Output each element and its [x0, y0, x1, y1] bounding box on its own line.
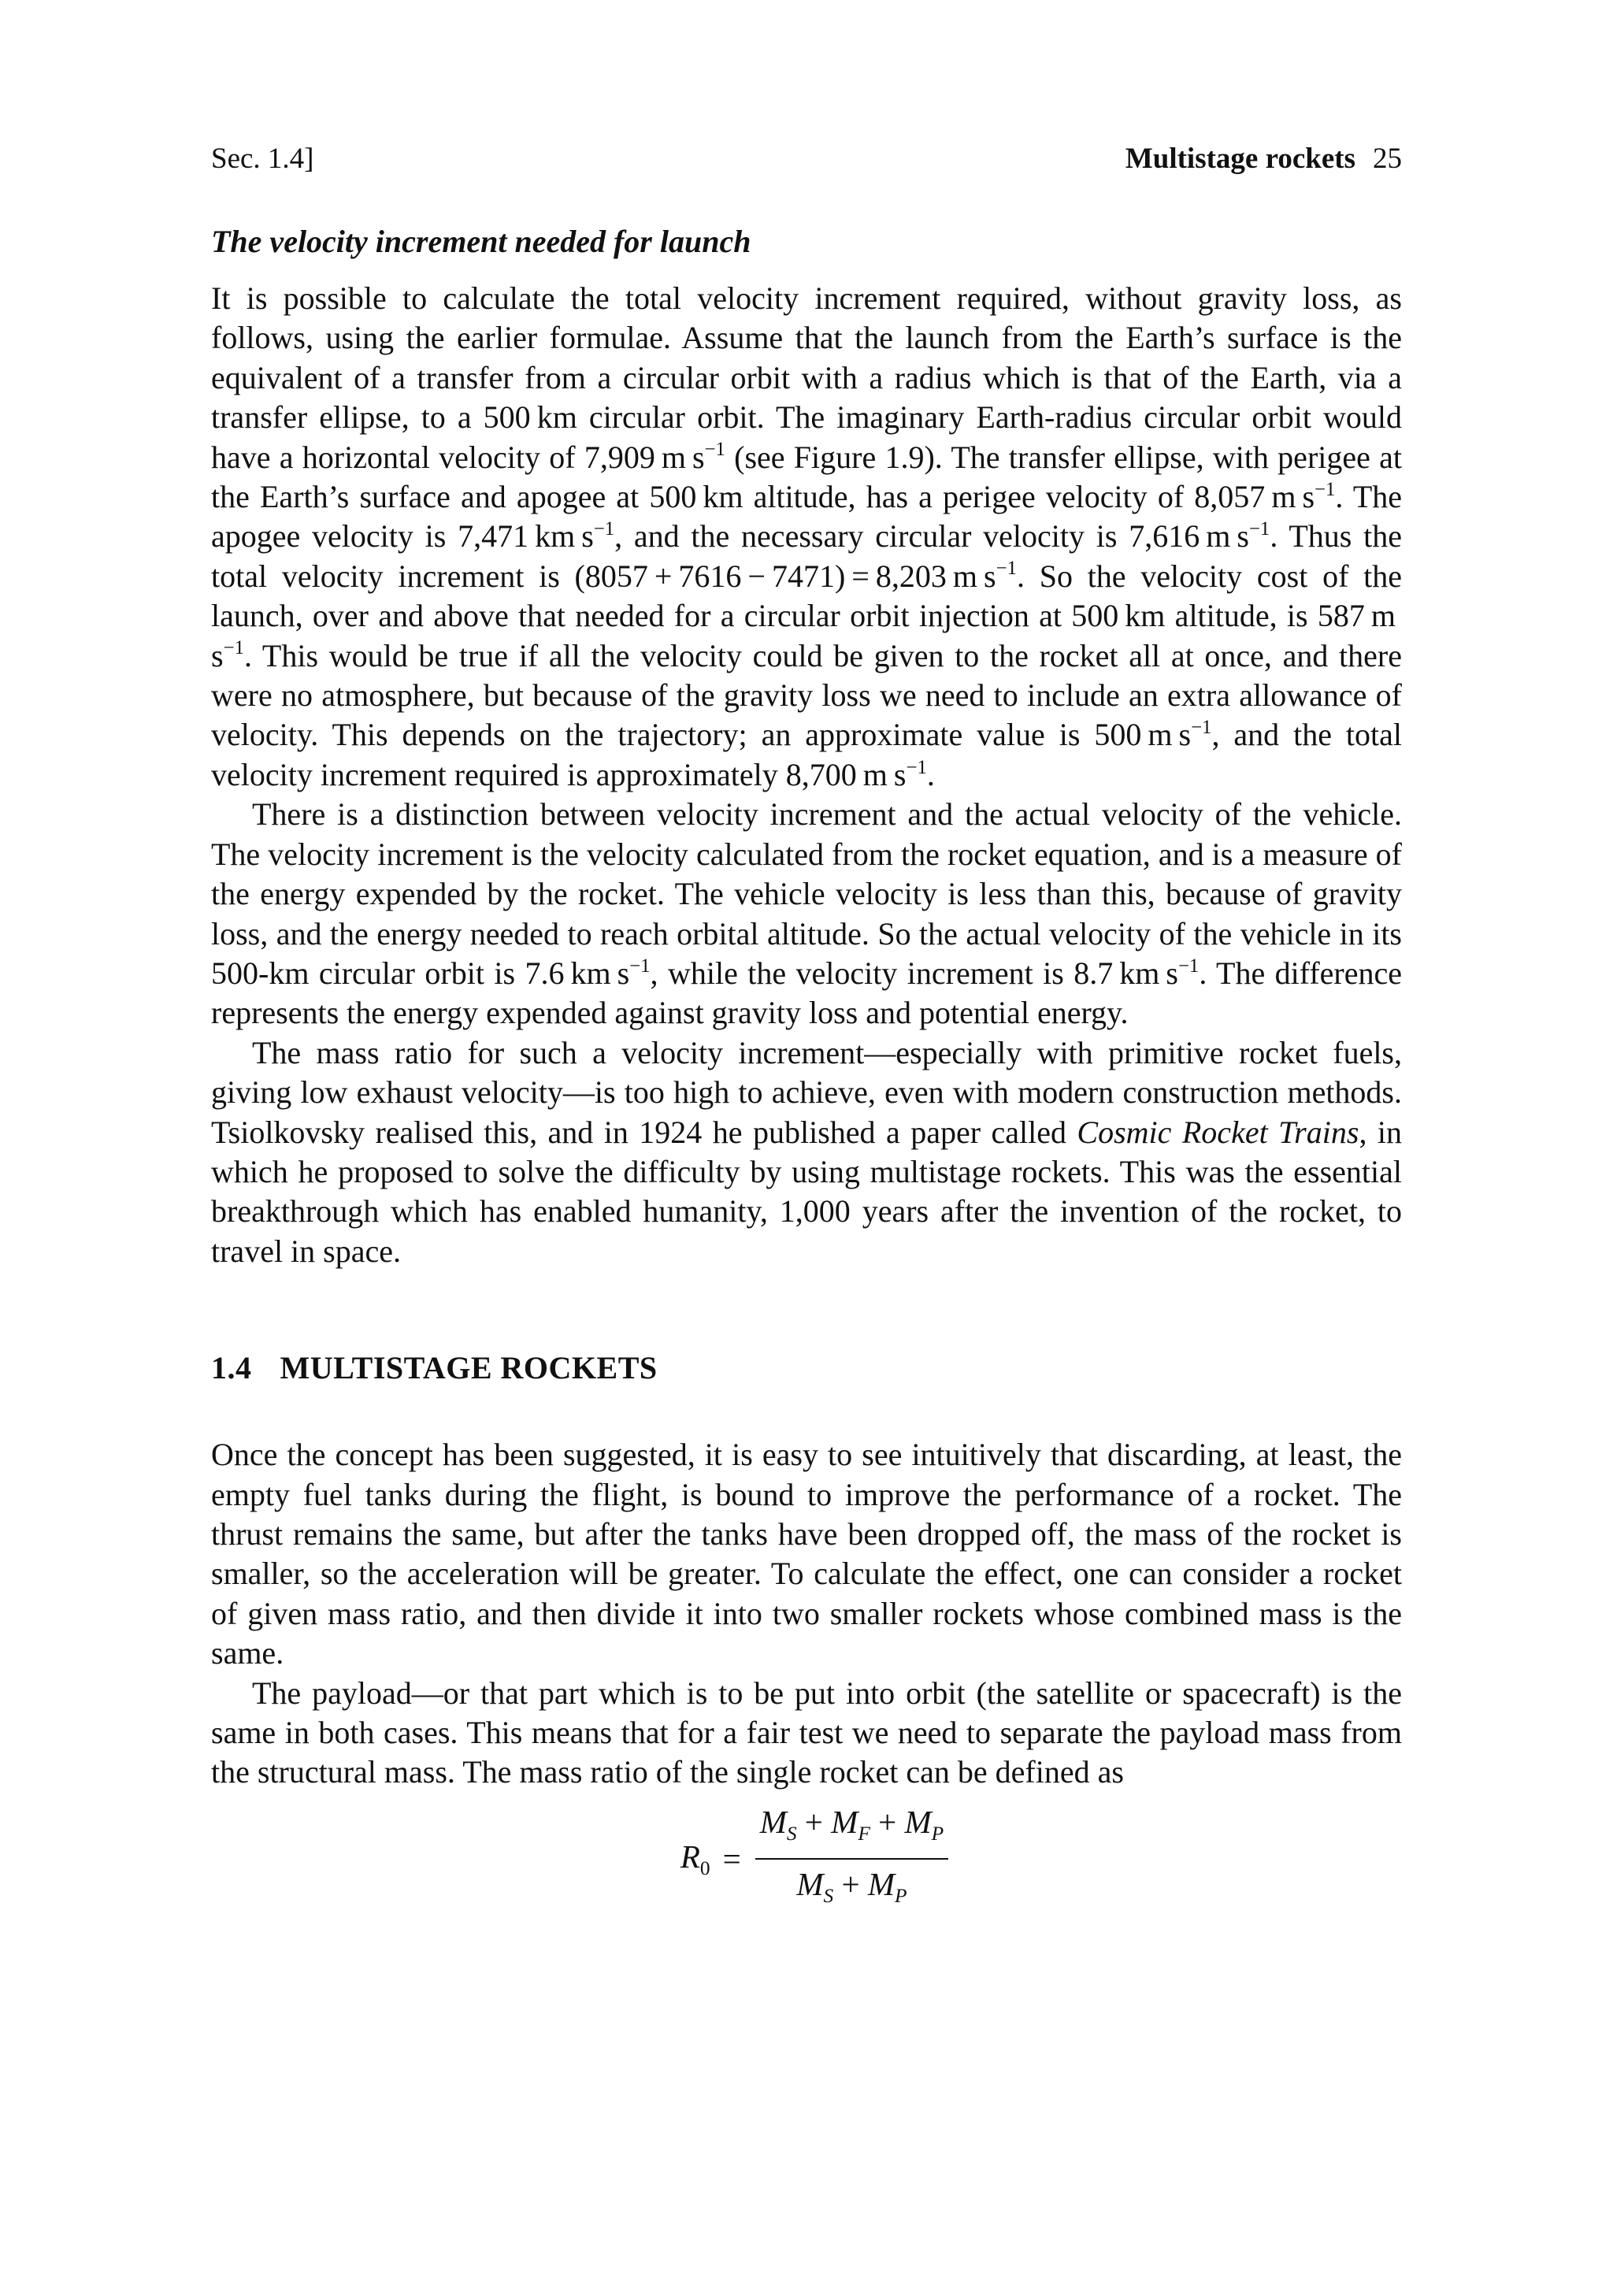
mass-ratio-equation [211, 1804, 1402, 1914]
equation-numerator: $M_S + M_F + M_P$ [755, 1804, 948, 1860]
equation-equals: = [722, 1841, 741, 1877]
paragraph-velocity-increment: It is possible to calculate the total velocity increment required, without gravity loss, as follows, using the earlier formulae. Assume that the launch from the Earth’s surface is the equivalent of a transfer from a circular orbit with a radius which is that of the Earth, via a transfer ellipse, to a 500 km circular orbit. The imaginary Earth-radius circular orbit would have a horizontal velocity of 7,909 m $s^{-1}$ (see Figure 1.9). The transfer ellipse, with perigee at the Earth’s surface and apogee at 500 km altitude, has a perigee velocity of 8,057 m $s^{-1}$. The apogee velocity is 7,471 km $s^{-1}$, and the necessary circular velocity is 7,616 m $s^{-1}$. Thus the total velocity increment is (8057 + 7616 − 7471) = 8,203 m $s^{-1}$. So the velocity cost of the launch, over and above that needed for a circular orbit injection at 500 km altitude, is 587 m $s^{-1}$. This would be true if all the velocity could be given to the rocket all at once, and there were no atmosphere, but because of the gravity loss we need to include an extra allowance of velocity. This depends on the trajectory; an approximate value is 500 m $s^{-1}$, and the total velocity increment required is approximately 8,700 m $s^{-1}$. [211, 280, 1403, 792]
equation-denominator: $M_S + M_P$ [796, 1866, 907, 1908]
section-reference: Sec. 1.4] [211, 143, 314, 175]
running-title: Multistage rockets [1125, 143, 1355, 175]
subsection-heading: The velocity increment needed for launch [211, 224, 751, 259]
header-right [1125, 142, 1402, 176]
page-body [211, 222, 1402, 1914]
equation-lhs: $R_0$ [680, 1838, 710, 1880]
paragraph-payload: The payload—or that part which is to be put into orbit (the satellite or spacecraft) is the same in both cases. This means that for a fair test we need to separate the payload mass from the structural mass. The mass ratio of the single rocket can be defined as [211, 1675, 1402, 1790]
paragraph-mass-ratio: The mass ratio for such a velocity increment—especially with primitive rocket fuels, giving low exhaust velocity—is too high to achieve, even with modern construction methods. Tsiolkovsky realised this, and in 1924 he published a paper called Cosmic Rocket Trains, in which he proposed to solve the difficulty by using multistage rockets. This was the essential breakthrough which has enabled humanity, 1,000 years after the invention of the rocket, to travel in space. [211, 1034, 1403, 1269]
equation-fraction [755, 1804, 948, 1914]
section-number: 1.4 [211, 1350, 252, 1386]
section-title: MULTISTAGE ROCKETS [280, 1350, 658, 1386]
paragraph-velocity-distinction: There is a distinction between velocity increment and the actual velocity of the vehicle. The velocity increment is the velocity calculated from the rocket equation, and is a measure of the energy expended by the rocket. The vehicle velocity is less than this, because of gravity loss, and the energy needed to reach orbital altitude. So the actual velocity of the vehicle in its 500-km circular orbit is 7.6 km $s^{-1}$, while the velocity increment is 8.7 km $s^{-1}$. The difference represents the energy expended against gravity loss and potential energy. [211, 796, 1402, 1031]
paragraph-concept: Once the concept has been suggested, it is easy to see intuitively that discarding, at least, the empty fuel tanks during the flight, is bound to improve the performance of a rocket. The thrust remains the same, but after the tanks have been dropped off, the mass of the rocket is smaller, so the acceleration will be greater. To calculate the effect, one can consider a rocket of given mass ratio, and then divide it into two smaller rockets whose combined mass is the same. [211, 1437, 1402, 1671]
book-title-italic: Cosmic Rocket Trains [1077, 1114, 1359, 1150]
running-header [211, 142, 1402, 176]
page-number: 25 [1373, 143, 1402, 175]
section-heading [211, 1348, 1402, 1388]
